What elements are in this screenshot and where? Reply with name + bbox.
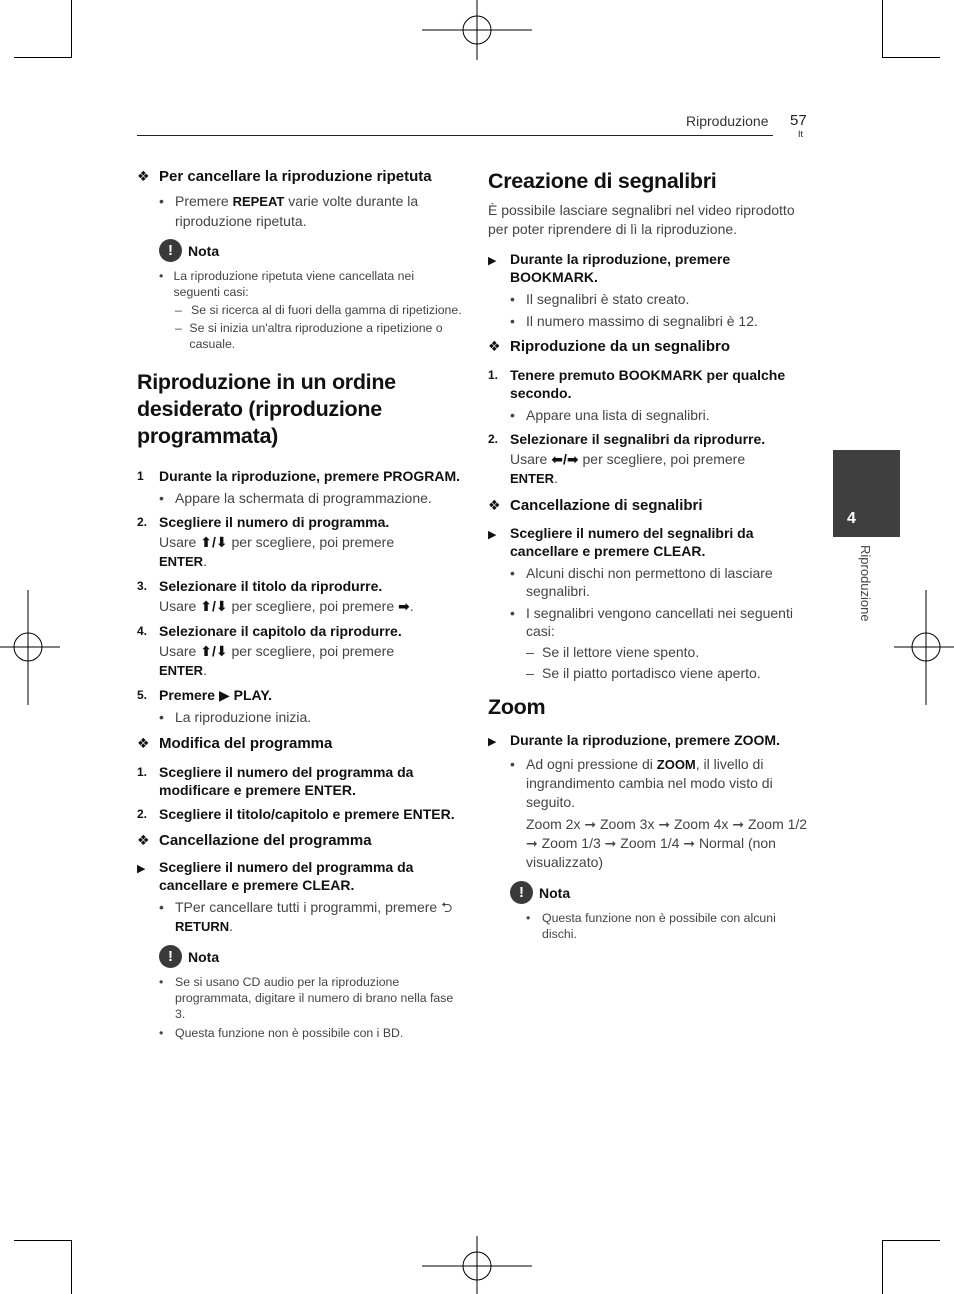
list-item: • Il segnalibri è stato creato. <box>510 291 690 307</box>
note-heading: ! Nota <box>137 945 462 968</box>
step-body: Usare ⬆/⬇ per scegliere, poi premere ENTER. <box>159 533 395 569</box>
arrow-right-icon: ➞ <box>683 835 696 851</box>
note-heading: ! Nota <box>488 881 808 904</box>
intro-text: È possibile lasciare segnalibri nel video riprodotto per poter riprendere di lì la riproduzione. <box>488 202 795 237</box>
step-item: ▶ Durante la riproduzione, premere BOOKMARK. <box>488 251 731 285</box>
triangle-right-icon: ▶ <box>488 735 497 748</box>
step-item: 5. Premere ▶ PLAY. <box>137 686 272 703</box>
list-item: • Il numero massimo di segnalibri è 12. <box>510 312 758 329</box>
return-icon: ⮌ <box>441 899 453 915</box>
crop-mark <box>71 0 72 58</box>
header-rule <box>137 135 773 136</box>
dash-item: – Se il piatto portadisco viene aperto. <box>526 664 761 681</box>
note-dash-item: – Se si ricerca al di fuori della gamma di ripetizione. <box>175 303 462 317</box>
left-column <box>137 168 462 1041</box>
step-item: 2. Scegliere il numero di programma. <box>137 513 390 530</box>
list-item: • Appare la schermata di programmazione. <box>159 490 432 506</box>
step-item: ▶ Scegliere il numero del segnalibri da cancellare e premere CLEAR. <box>488 524 754 559</box>
list-item: • Premere REPEAT varie volte durante la riproduzione ripetuta. <box>159 193 419 229</box>
crop-mark <box>882 0 883 58</box>
note-item: • Se si usano CD audio per la riproduzione programmata, digitare il numero di brano nella fase 3. <box>159 975 454 1021</box>
diamond-icon: ❖ <box>137 168 150 184</box>
crop-mark <box>71 1240 72 1294</box>
section-heading: ❖ Cancellazione di segnalibri <box>488 496 703 514</box>
crop-mark <box>882 1240 883 1294</box>
up-down-arrows-icon: ⬆/⬇ <box>200 642 228 659</box>
running-header: Riproduzione <box>686 113 769 129</box>
triangle-right-icon: ▶ <box>488 528 497 541</box>
step-body: Usare ⬆/⬇ per scegliere, poi premere ENTER. <box>159 642 395 678</box>
step-item: 4. Selezionare il capitolo da riprodurre. <box>137 622 402 639</box>
note-dash-item: – Se si inizia un'altra riproduzione a ripetizione o casuale. <box>175 321 443 351</box>
arrow-right-icon: ➞ <box>732 816 745 832</box>
list-item: • TPer cancellare tutti i programmi, premere ⮌ RETURN. <box>159 899 453 934</box>
diamond-icon: ❖ <box>488 338 501 354</box>
exclamation-icon: ! <box>510 881 533 904</box>
arrow-right-icon: ➞ <box>526 835 538 851</box>
list-item: • Ad ogni pressione di ZOOM, il livello di ingrandimento cambia nel modo visto di seguito. <box>510 755 773 810</box>
registration-mark-top <box>422 0 532 60</box>
section-heading: ❖ Per cancellare la riproduzione ripetuta <box>137 168 432 185</box>
registration-mark-left <box>0 590 60 705</box>
arrow-right-icon: ➞ <box>584 816 597 832</box>
chapter-tab <box>833 450 900 537</box>
bullet-icon: • <box>159 269 164 283</box>
chapter-tab-label: Riproduzione <box>858 545 873 622</box>
crop-mark <box>882 1240 940 1241</box>
registration-mark-bottom <box>422 1236 532 1294</box>
step-item: 1. Scegliere il numero del programma da modificare e premere ENTER. <box>137 764 414 798</box>
up-down-arrows-icon: ⬆/⬇ <box>200 597 228 614</box>
dash-item: – Se il lettore viene spento. <box>526 643 700 660</box>
left-right-arrows-icon: ⬅/➡ <box>551 450 579 467</box>
triangle-right-icon: ▶ <box>137 863 146 875</box>
note-item: • Questa funzione non è possibile con alcuni dischi. <box>526 911 776 941</box>
crop-mark <box>14 57 72 58</box>
list-item: • Appare una lista di segnalibri. <box>510 407 710 423</box>
play-icon: ▶ <box>218 686 230 703</box>
page-number: 57 <box>790 112 807 129</box>
step-body: Usare ⬆/⬇ per scegliere, poi premere ➡. <box>159 597 414 614</box>
right-column <box>488 168 808 942</box>
triangle-right-icon: ▶ <box>488 255 497 267</box>
step-body: Usare ⬅/➡ per scegliere, poi premere ENTER. <box>510 450 746 486</box>
step-item: 1 Durante la riproduzione, premere PROGRAM. <box>137 468 461 484</box>
section-heading: ❖ Modifica del programma <box>137 735 333 752</box>
up-down-arrows-icon: ⬆/⬇ <box>200 533 228 550</box>
language-code: It <box>798 129 804 139</box>
crop-mark <box>882 57 940 58</box>
note-item: • La riproduzione ripetuta viene cancellata nei seguenti casi: <box>159 269 415 299</box>
crop-mark <box>14 1240 72 1241</box>
step-item: 3. Selezionare il titolo da riprodurre. <box>137 577 383 594</box>
section-title: Creazione di segnalibri <box>488 169 717 193</box>
note-item: • Questa funzione non è possibile con i BD. <box>159 1026 404 1040</box>
right-arrow-icon: ➡ <box>398 597 410 614</box>
step-item: 2. Scegliere il titolo/capitolo e premere ENTER. <box>137 806 455 822</box>
step-item: ▶ Durante la riproduzione, premere ZOOM. <box>488 731 808 751</box>
diamond-icon: ❖ <box>488 496 501 513</box>
section-heading: ❖ Cancellazione del programma <box>137 832 372 849</box>
exclamation-icon: ! <box>159 945 182 968</box>
diamond-icon: ❖ <box>137 832 150 848</box>
section-title: Riproduzione in un ordine desiderato (riproduzione programmata) <box>137 370 396 448</box>
step-item: 2. Selezionare il segnalibri da riprodurre. <box>488 430 766 447</box>
list-item: • La riproduzione inizia. <box>159 708 312 725</box>
step-item: ▶ Scegliere il numero del programma da cancellare e premere CLEAR. <box>137 859 414 893</box>
diamond-icon: ❖ <box>137 735 150 751</box>
section-heading: ❖ Riproduzione da un segnalibro <box>488 338 731 355</box>
exclamation-icon: ! <box>159 239 182 262</box>
step-item: 1. Tenere premuto BOOKMARK per qualche secondo. <box>488 367 786 401</box>
registration-mark-right <box>894 590 954 705</box>
zoom-sequence: Zoom 2x ➞ Zoom 3x ➞ Zoom 4x ➞ Zoom 1/2 ➞ Zoom 1/3 ➞ Zoom 1/4 ➞ Normal (non visualizzato) <box>526 816 808 870</box>
list-item: • I segnalibri vengono cancellati nei seguenti casi: <box>510 604 793 639</box>
arrow-right-icon: ➞ <box>604 835 617 851</box>
bullet-icon: • <box>159 193 164 209</box>
note-heading: ! Nota <box>137 239 462 262</box>
chapter-number: 4 <box>847 510 856 527</box>
arrow-right-icon: ➞ <box>658 816 671 832</box>
list-item: • Alcuni dischi non permettono di lasciare segnalibri. <box>510 564 773 599</box>
section-title: Zoom <box>488 694 546 719</box>
